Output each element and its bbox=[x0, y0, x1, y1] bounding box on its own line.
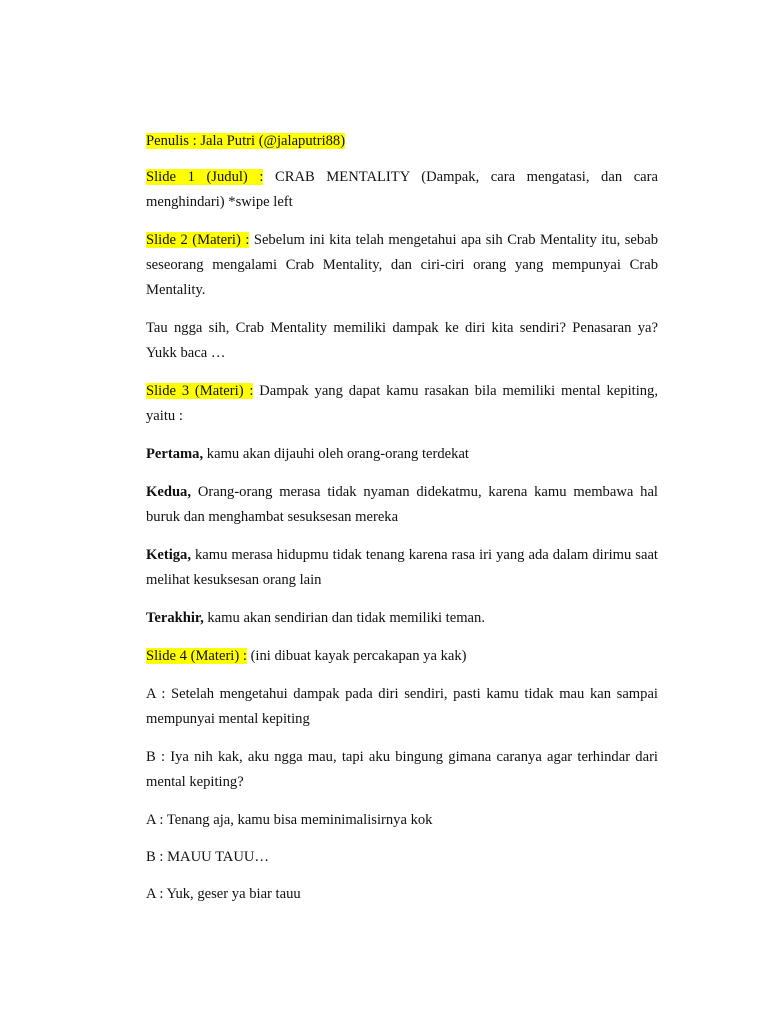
dialogue-line: A : Setelah mengetahui dampak pada diri sendiri, pasti kamu tidak mau kan sampai mempunyai mental kepiting bbox=[146, 686, 658, 727]
slide-1-paragraph bbox=[146, 165, 658, 215]
intro-question: Tau ngga sih, Crab Mentality memiliki dampak ke diri kita sendiri? Penasaran ya? Yukk baca … bbox=[146, 320, 658, 361]
slide-3-label: Slide 3 (Materi) : bbox=[146, 383, 254, 399]
dialogue-line: A : Tenang aja, kamu bisa meminimalisirnya kok bbox=[146, 812, 433, 828]
dialogue-line: A : Yuk, geser ya biar tauu bbox=[146, 886, 301, 902]
slide-3-text: Dampak yang dapat kamu rasakan bila memiliki mental kepiting, yaitu : bbox=[146, 383, 658, 424]
author-line bbox=[146, 129, 658, 154]
point-term: Kedua, bbox=[146, 484, 192, 500]
point-term: Pertama, bbox=[146, 446, 204, 462]
dialogue-line: B : Iya nih kak, aku ngga mau, tapi aku bingung gimana caranya agar terhindar dari mental kepiting? bbox=[146, 749, 658, 790]
dialogue-line: B : MAUU TAUU… bbox=[146, 849, 270, 865]
slide-4-label: Slide 4 (Materi) : bbox=[146, 648, 247, 664]
point-second bbox=[146, 480, 658, 530]
slide-3-paragraph bbox=[146, 379, 658, 429]
slide-4-paragraph bbox=[146, 644, 658, 669]
slide-2-paragraph bbox=[146, 228, 658, 303]
point-text: kamu merasa hidupmu tidak tenang karena rasa iri yang ada dalam dirimu saat melihat kesuksesan orang lain bbox=[146, 547, 658, 588]
point-term: Ketiga, bbox=[146, 547, 191, 563]
point-text: kamu akan dijauhi oleh orang-orang terdekat bbox=[203, 446, 469, 462]
point-third bbox=[146, 543, 658, 593]
point-text: Orang-orang merasa tidak nyaman didekatmu, karena kamu membawa hal buruk dan menghambat sesuksesan mereka bbox=[146, 484, 658, 525]
slide-2-label: Slide 2 (Materi) : bbox=[146, 232, 250, 248]
author-highlight: Penulis : Jala Putri (@jalaputri88) bbox=[146, 133, 346, 149]
point-first bbox=[146, 442, 658, 467]
point-term: Terakhir, bbox=[146, 610, 204, 626]
slide-1-text: CRAB MENTALITY (Dampak, cara mengatasi, dan cara menghindari) *swipe left bbox=[146, 169, 658, 210]
slide-4-text: (ini dibuat kayak percakapan ya kak) bbox=[246, 648, 467, 664]
point-last bbox=[146, 606, 658, 631]
slide-1-label: Slide 1 (Judul) : bbox=[146, 169, 264, 185]
document-body bbox=[146, 129, 658, 919]
slide-2-text: Sebelum ini kita telah mengetahui apa sih Crab Mentality itu, sebab seseorang mengalami Crab Mentality, dan ciri-ciri orang yang mempunyai Crab Mentality. bbox=[146, 232, 658, 298]
point-text: kamu akan sendirian dan tidak memiliki teman. bbox=[203, 610, 485, 626]
